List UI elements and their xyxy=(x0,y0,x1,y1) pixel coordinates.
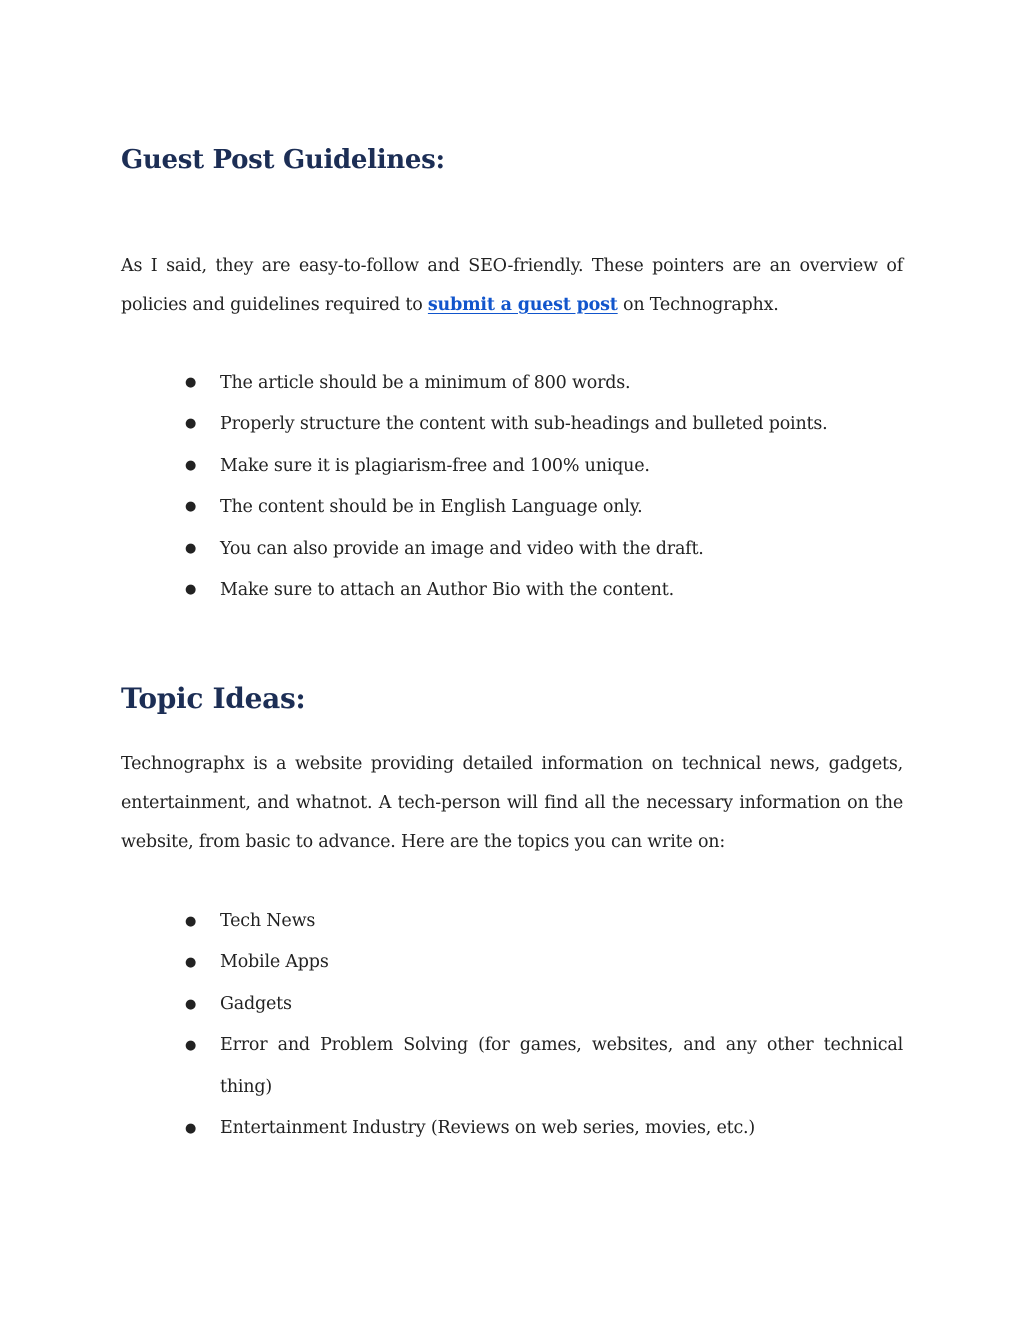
list-item-text: Properly structure the content with sub-headings and bulleted points. xyxy=(220,414,828,435)
list-item-text: You can also provide an image and video with the draft. xyxy=(220,538,704,559)
list-item-text: Error and Problem Solving (for games, websites, and any other technical thing) xyxy=(220,1035,903,1097)
list-item xyxy=(185,1108,903,1149)
list-item xyxy=(185,942,903,983)
bullet-icon: ● xyxy=(185,1121,197,1137)
bullet-icon: ● xyxy=(185,1038,197,1054)
topics-heading: Topic Ideas: xyxy=(121,682,306,715)
list-item xyxy=(185,1025,903,1108)
list-item-text: The article should be a minimum of 800 words. xyxy=(220,373,631,393)
list-item xyxy=(185,901,903,942)
list-item-text: The content should be in English Language only. xyxy=(220,497,643,518)
list-item-text: Mobile Apps xyxy=(220,952,329,973)
list-item-text: Gadgets xyxy=(220,993,292,1014)
intro-text-before: As I said, they are easy-to-follow and SEO-friendly. These pointers are an overview of policies and guidelines required to xyxy=(121,256,903,315)
list-item xyxy=(185,405,903,446)
intro-text-after: on Technographx. xyxy=(617,295,779,315)
list-item-text: Make sure to attach an Author Bio with the content. xyxy=(220,579,674,600)
list-item xyxy=(185,571,903,612)
list-item xyxy=(185,984,903,1025)
guidelines-list xyxy=(185,364,903,612)
bullet-icon: ● xyxy=(185,955,197,971)
bullet-icon: ● xyxy=(185,457,197,473)
list-item xyxy=(185,488,903,529)
bullet-icon: ● xyxy=(185,581,197,597)
list-item xyxy=(185,530,903,571)
list-item-text: Entertainment Industry (Reviews on web series, movies, etc.) xyxy=(220,1118,756,1139)
submit-guest-post-link[interactable]: submit a guest post xyxy=(427,295,618,315)
topics-list xyxy=(185,901,903,1149)
list-item-text: Make sure it is plagiarism-free and 100% unique. xyxy=(220,455,650,476)
bullet-icon: ● xyxy=(185,914,197,929)
bullet-icon: ● xyxy=(185,540,197,556)
list-item-text: Tech News xyxy=(220,911,316,931)
guidelines-intro-paragraph xyxy=(121,247,903,325)
topics-intro-paragraph: Technographx is a website providing detailed information on technical news, gadgets, entertainment, and whatnot. A tech-person will find all the necessary information on the website, from basic to advance. Here are the topics you can write on: xyxy=(121,754,903,852)
list-item xyxy=(185,447,903,488)
bullet-icon: ● xyxy=(185,996,197,1012)
bullet-icon: ● xyxy=(185,416,197,432)
bullet-icon: ● xyxy=(185,499,197,515)
bullet-icon: ● xyxy=(185,375,197,390)
guidelines-heading: Guest Post Guidelines: xyxy=(121,145,445,175)
list-item xyxy=(185,364,903,405)
